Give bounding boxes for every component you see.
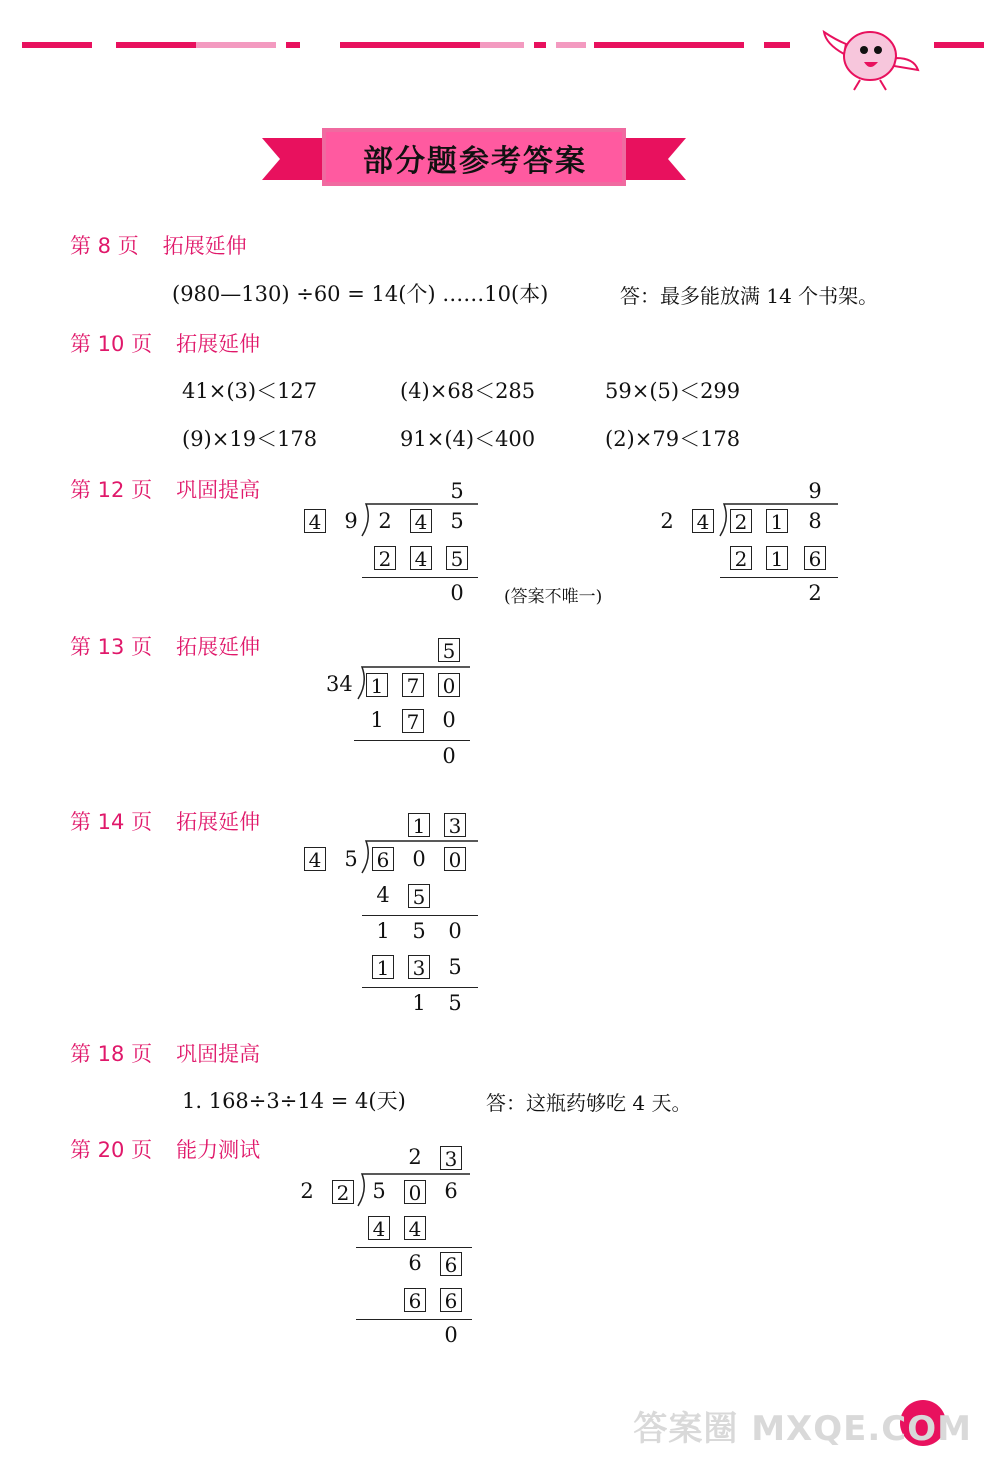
divisor-digit: 2 (300, 1179, 314, 1203)
dividend-box: 2 (730, 509, 752, 533)
equation-line: (980—130) ÷60 = 14(个) ……10(本) (172, 282, 549, 306)
inequality: (4)×68＜285 (400, 379, 536, 403)
section-label: 拓展延伸 (176, 332, 261, 356)
product-box: 6 (804, 546, 826, 570)
section-label: 巩固提高 (176, 478, 261, 502)
section-heading-p12 (70, 474, 260, 504)
answer-line: 答：最多能放满 14 个书架。 (620, 284, 879, 308)
remainder-digit: 0 (444, 1323, 458, 1347)
product-box: 2 (374, 546, 396, 570)
quotient-digit: 5 (450, 479, 464, 503)
divisor-digit: 9 (344, 509, 358, 533)
dividend-box: 7 (402, 673, 424, 697)
note: (答案不唯一) (504, 587, 603, 607)
section-heading-p10 (70, 328, 260, 358)
divisor: 34 (326, 672, 353, 696)
subtraction-rule (354, 740, 470, 741)
section-heading-p14 (70, 806, 260, 836)
quotient-box: 3 (440, 1146, 462, 1170)
product-box: 4 (404, 1216, 426, 1240)
dividend-digit: 2 (378, 509, 392, 533)
product-box: 7 (402, 709, 424, 733)
subtraction-rule (362, 577, 478, 578)
quotient-digit: 2 (408, 1145, 422, 1169)
divisor-box: 2 (332, 1180, 354, 1204)
section-page-number: 第 8 页 (70, 234, 139, 258)
product-digit: 4 (376, 883, 390, 907)
product-digit: 1 (370, 708, 384, 732)
section-heading-p13 (70, 631, 260, 661)
section-heading-p20 (70, 1134, 260, 1164)
partial-digit: 6 (408, 1251, 422, 1275)
equation-line: 1. 168÷3÷14 = 4(天) (182, 1089, 406, 1113)
remainder-digit: 2 (808, 581, 822, 605)
product-box: 6 (440, 1288, 462, 1312)
subtraction-rule (362, 915, 478, 916)
section-page-number: 第 14 页 (70, 810, 153, 834)
product-box: 5 (446, 546, 468, 570)
section-label: 巩固提高 (176, 1042, 261, 1066)
section-label: 拓展延伸 (162, 234, 247, 258)
section-page-number: 第 10 页 (70, 332, 153, 356)
dividend-box: 4 (410, 509, 432, 533)
dividend-box: 1 (766, 509, 788, 533)
section-page-number: 第 13 页 (70, 635, 153, 659)
remainder-digit: 5 (448, 991, 462, 1015)
section-page-number: 第 12 页 (70, 478, 153, 502)
divisor-digit: 2 (660, 509, 674, 533)
dividend-digit: 5 (450, 509, 464, 533)
partial-box: 6 (440, 1252, 462, 1276)
product-digit: 5 (448, 955, 462, 979)
subtraction-rule (362, 987, 478, 988)
quotient-digit: 9 (808, 479, 822, 503)
watermark: 答案圈 MXQE.COM (633, 1409, 972, 1449)
page-title: 部分题参考答案 (363, 144, 587, 179)
product-box: 4 (368, 1216, 390, 1240)
product-box: 1 (372, 955, 394, 979)
divisor-digit: 5 (344, 847, 358, 871)
divisor-box: 4 (304, 847, 326, 871)
section-page-number: 第 20 页 (70, 1138, 153, 1162)
remainder-digit: 1 (412, 991, 426, 1015)
product-box: 2 (730, 546, 752, 570)
product-box: 1 (766, 546, 788, 570)
product-digit: 0 (442, 708, 456, 732)
dividend-digit: 6 (444, 1179, 458, 1203)
section-heading-p18 (70, 1038, 260, 1068)
dividend-digit: 0 (412, 847, 426, 871)
section-heading-p8 (70, 230, 247, 260)
divisor-box: 4 (692, 509, 714, 533)
inequality: 41×(3)＜127 (182, 379, 318, 403)
product-box: 3 (408, 955, 430, 979)
remainder-digit: 0 (442, 744, 456, 768)
dividend-digit: 5 (372, 1179, 386, 1203)
product-box: 5 (408, 884, 430, 908)
cartoon-bird-icon (820, 14, 920, 94)
dividend-box: 6 (372, 847, 394, 871)
inequality: (9)×19＜178 (182, 427, 318, 451)
subtraction-rule (720, 577, 838, 578)
quotient-box: 5 (438, 638, 460, 662)
quotient-box: 1 (408, 813, 430, 837)
subtraction-rule (356, 1247, 472, 1248)
answer-line: 答：这瓶药够吃 4 天。 (486, 1091, 692, 1115)
dividend-box: 0 (404, 1180, 426, 1204)
inequality: 91×(4)＜400 (400, 427, 536, 451)
partial-digit: 1 (376, 919, 390, 943)
dividend-box: 0 (438, 673, 460, 697)
dividend-box: 1 (366, 673, 388, 697)
section-label: 能力测试 (176, 1138, 261, 1162)
inequality: 59×(5)＜299 (605, 379, 741, 403)
dividend-digit: 8 (808, 509, 822, 533)
partial-digit: 5 (412, 919, 426, 943)
section-label: 拓展延伸 (176, 810, 261, 834)
product-box: 4 (410, 546, 432, 570)
divisor-box: 4 (304, 509, 326, 533)
subtraction-rule (356, 1319, 472, 1320)
remainder-digit: 0 (450, 581, 464, 605)
quotient-box: 3 (444, 813, 466, 837)
inequality: (2)×79＜178 (605, 427, 741, 451)
section-label: 拓展延伸 (176, 635, 261, 659)
dividend-box: 0 (444, 847, 466, 871)
section-page-number: 第 18 页 (70, 1042, 153, 1066)
product-box: 6 (404, 1288, 426, 1312)
partial-digit: 0 (448, 919, 462, 943)
